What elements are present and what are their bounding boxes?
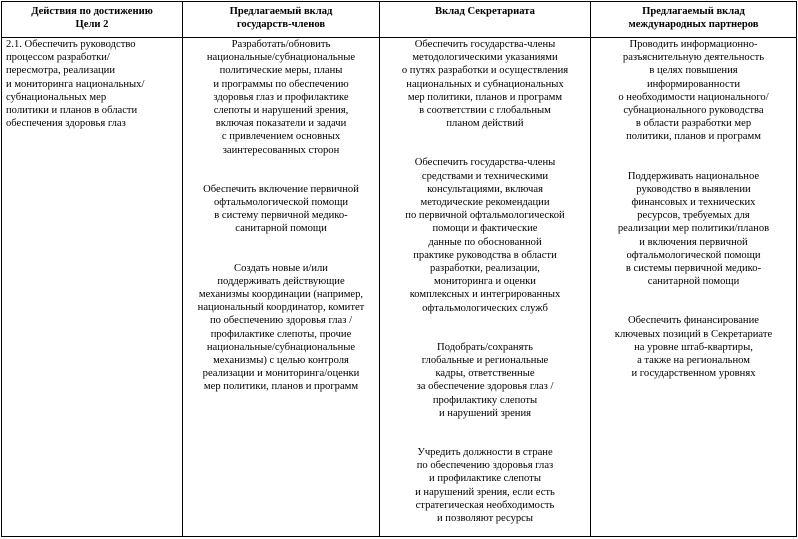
secretariat-cell (380, 38, 591, 537)
member-states-item-2: Обеспечить включение первичной офтальмологической помощи в систему первичной медико- санитарной помощи (203, 183, 359, 235)
secretariat-item-2: Обеспечить государства-члены средствами и техническими консультациями, включая методические рекомендации по первичной офтальмологической помощи и фактические данные по обоснованной практике руководства в области разработки, реализации, мониторинга и оценки комплексных и интегрированных офтальмологических служб (405, 157, 565, 314)
header-partners: Предлагаемый вклад международных партнеров (591, 2, 797, 38)
secretariat-item-4: Учредить должности в стране по обеспечению здоровья глаз и профилактике слепоты и нарушений зрения, если есть стратегическая необходимость и позволяют ресурсы (415, 447, 555, 525)
member-states-item-3: Создать новые и/или поддерживать действующие механизмы координации (например, национальный координатор, комитет по обеспечению здоровья глаз / профилактике слепоты, прочие национальные/субнациональные механизмы) с целью контроля реализации и мониторинга/оценки мер политики, планов и программ (197, 262, 365, 393)
header-member-states: Предлагаемый вклад государств-членов (183, 2, 380, 38)
member-states-cell (183, 38, 380, 537)
partners-item-2: Поддерживать национальное руководство в выявлении финансовых и технических ресурсов, требуемых для реализации мер политики/планов и включения первичной офтальмологической помощи в системы первичной медико- санитарной помощи (617, 170, 770, 288)
secretariat-item-1: Обеспечить государства-члены методологическими указаниями о путях разработки и осуществления национальных и субнациональных мер политики, планов и программ в соответствии с глобальным планом действий (401, 39, 569, 130)
goal-2-actions-table (1, 1, 797, 537)
partners-item-1: Проводить информационно- разъяснительную деятельность в целях повышения информированности о необходимости национального/ субнационального руководства в области разработки мер политики, планов и программ (618, 39, 769, 143)
table-row (2, 38, 797, 537)
partners-cell (591, 38, 797, 537)
partners-item-3: Обеспечить финансирование ключевых позиций в Секретариате на уровне штаб-квартиры, а также на региональном и государственном уровнях (614, 315, 773, 380)
secretariat-item-3: Подобрать/сохранять глобальные и региональные кадры, ответственные за обеспечение здоровья глаз / профилактику слепоты и нарушений зрения (416, 341, 554, 419)
action-text: 2.1. Обеспечить руководство процессом разработки/ пересмотра, реализации и мониторинга национальных/ субнациональных мер политики и планов в области обеспечения здоровья глаз (6, 39, 145, 130)
table-header-row (2, 2, 797, 38)
member-states-item-1: Разработать/обновить национальные/субнациональные политические меры, планы и программы по обеспечению здоровья глаз и профилактике слепоты и нарушений зрения, включая показатели и задачи с привлечением основных заинтересованных сторон (206, 39, 356, 156)
header-actions: Действия по достижению Цели 2 (2, 2, 183, 38)
action-cell (2, 38, 183, 537)
header-secretariat: Вклад Секретариата (380, 2, 591, 38)
